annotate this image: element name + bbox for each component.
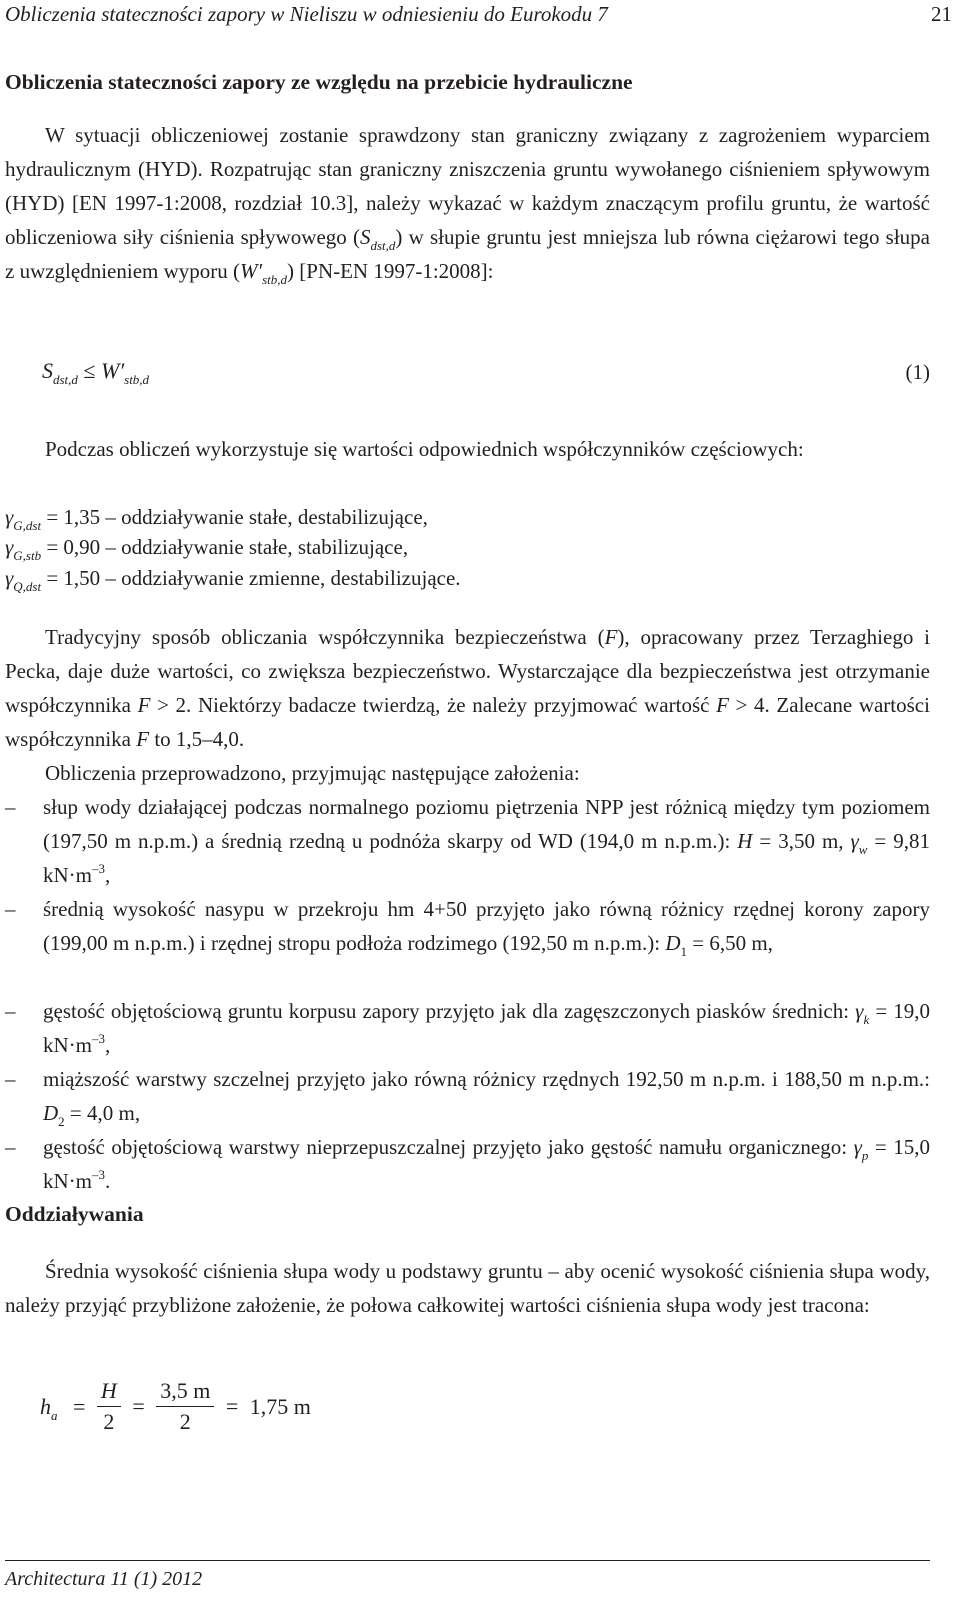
assumption-item: – miąższość warstwy szczelnej przyjęto jako równą różnicy rzędnych 192,50 m n.p.m. i 188,50 m n.p.m.: $D_2 = 4,0$ m, [5,1062,930,1130]
list-dash: – [5,1067,16,1091]
intro-paragraph: W sytuacji obliczeniowej zostanie sprawdzony stan graniczny związany z zagrożeniem wyparciem hydraulicznym (HYD). Rozpatrując stan graniczny zniszczenia gruntu wywołanego ciśnieniem spływowym (HYD) [EN 1997-1:2008, rozdział 10.3], należy wykazać w każdym znaczącym profilu gruntu, że wartość obliczeniowa siły ciśnienia spływowego $(S_{dst,d})$ w słupie gruntu jest mniejsza lub równa ciężarowi tego słupa z uwzględnieniem wyporu $(W'_{stb,d})$ [PN-EN 1997-1:2008]: [5,123,930,287]
equation-1: $S_{dst,d} \le W'_{stb,d}$ [42,358,150,387]
equation-ha: $h_a$ = $\frac{H}{2}$ = $\frac{3,5 m}{2}$ = 1,75 m [40,1376,311,1437]
coefficients-intro: Podczas obliczeń wykorzystuje się wartości odpowiednich współczynników częściowych: [45,437,804,461]
coefficient-line: $\gamma_{Q,dst} = 1,50$ – oddziaływanie zmienne, destabilizujące. [5,566,461,594]
actions-paragraph: Średnia wysokość ciśnienia słupa wody u podstawy gruntu – aby ocenić wysokość ciśnienia słupa wody, należy przyjąć przybliżone założenie, że połowa całkowitej wartości ciśnienia słupa wody jest tracona: [5,1259,930,1317]
page-number: 21 [931,2,952,26]
assumptions-intro: Obliczenia przeprowadzono, przyjmując następujące założenia: [45,761,580,785]
assumption-item: – gęstość objętościową gruntu korpusu zapory przyjęto jak dla zagęszczonych piasków średnich: $\gamma_k = 19,0$ $kN\cdot m^{-3}$, [5,994,930,1062]
fraction-h-over-2: $\frac{H}{2}$ [97,1376,121,1437]
list-dash: – [5,999,16,1023]
assumption-item: – słup wody działającej podczas normalnego poziomu piętrzenia NPP jest różnicą między tym poziomem (197,50 m n.p.m.) a średnią rzedną u podnóża skarpy od WD (194,0 m n.p.m.): H = 3,50 m, $\gamma_w = 9,81$ $kN\cdot m^{-3}$, [5,790,930,892]
assumption-item: – średnią wysokość nasypu w przekroju hm 4+50 przyjęto jako równą różnicy rzędnej korony zapory (199,00 m n.p.m.) i rzędnej stropu podłoża rodzimego (192,50 m n.p.m.): $D_1 = 6,50$ m, [5,892,930,960]
section-heading-hydraulic: Obliczenia stateczności zapory ze względu na przebicie hydrauliczne [5,70,633,94]
footer-rule [5,1560,930,1561]
running-title: Obliczenia stateczności zapory w Nieliszu w odniesieniu do Eurokodu 7 [5,2,608,26]
equation-number: (1) [905,360,930,384]
assumption-item: – gęstość objętościową warstwy nieprzepuszczalnej przyjęto jako gęstość namułu organicznego: $\gamma_p = 15,0$ $kN\cdot m^{-3}$. [5,1130,930,1198]
journal-footer: Architectura 11 (1) 2012 [5,1568,203,1590]
list-dash: – [5,1135,16,1159]
list-dash: – [5,897,16,921]
coefficient-line: $\gamma_{G,dst} = 1,35$ – oddziaływanie stałe, destabilizujące, [5,505,428,533]
fraction-value-over-2: $\frac{3,5 m}{2}$ [156,1376,214,1437]
traditional-method-paragraph: Tradycyjny sposób obliczania współczynnika bezpieczeństwa (F), opracowany przez Terzaghiego i Pecka, daje duże wartości, co zwiększa bezpieczeństwo. Wystarczające dla bezpieczeństwa jest otrzymanie współczynnika F > 2. Niektórzy badacze twierdzą, że należy przyjmować wartość F > 4. Zalecane wartości współczynnika F to 1,5–4,0. [5,625,931,751]
section-heading-actions: Oddziaływania [5,1202,144,1226]
coefficient-line: $\gamma_{G,stb} = 0,90$ – oddziaływanie stałe, stabilizujące, [5,535,409,563]
list-dash: – [5,795,16,819]
